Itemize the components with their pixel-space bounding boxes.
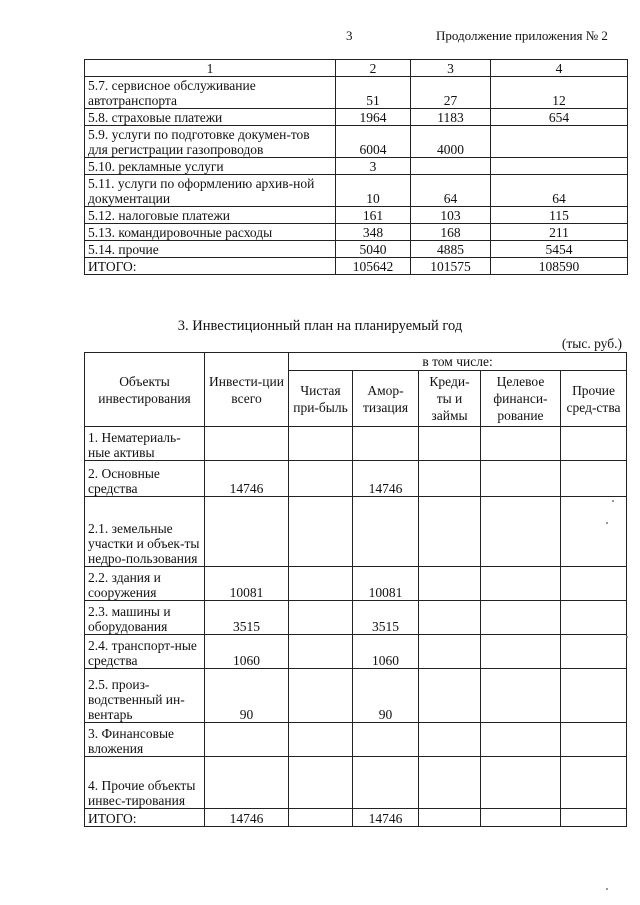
cell-value: 1183 <box>411 109 491 126</box>
cell-value: 5454 <box>491 241 628 258</box>
cell-value <box>481 723 561 757</box>
scan-speck <box>606 522 608 524</box>
header-other: Прочие сред-ства <box>561 371 627 427</box>
cell-value: 3515 <box>353 601 419 635</box>
total-row <box>85 809 627 827</box>
cell-value <box>289 635 353 669</box>
cell-value: 27 <box>411 77 491 109</box>
cell-value <box>419 669 481 723</box>
section-title: 3. Инвестиционный план на планируемый год <box>177 318 463 334</box>
header-total: Инвести-ции всего <box>205 353 289 427</box>
cell-value: 4885 <box>411 241 491 258</box>
table-row <box>85 757 627 809</box>
cell-value: 64 <box>411 175 491 207</box>
cell-value <box>481 427 561 461</box>
cell-value: 14746 <box>353 461 419 497</box>
row-label: 2. Основные средства <box>85 461 205 497</box>
cell-value <box>481 669 561 723</box>
cell-value <box>561 461 627 497</box>
cell-value: 10 <box>336 175 411 207</box>
col-number: 1 <box>85 60 336 77</box>
cell-value <box>289 669 353 723</box>
cell-value <box>289 601 353 635</box>
row-label: 5.7. сервисное обслуживание автотранспорта <box>85 77 336 109</box>
cell-value <box>419 723 481 757</box>
cell-value: 1060 <box>205 635 289 669</box>
table-row <box>85 427 627 461</box>
table-row <box>85 567 627 601</box>
table-row <box>85 601 627 635</box>
cell-value <box>289 461 353 497</box>
cell-value: 108590 <box>491 258 628 275</box>
cell-value <box>491 158 628 175</box>
col-number: 3 <box>411 60 491 77</box>
row-label: 5.9. услуги по подготовке докумен-тов для регистрации газопроводов <box>85 126 336 158</box>
cell-value <box>561 497 627 567</box>
cell-value <box>289 497 353 567</box>
total-row <box>85 258 628 275</box>
row-label: 5.8. страховые платежи <box>85 109 336 126</box>
table-row <box>85 723 627 757</box>
cell-value: 14746 <box>205 461 289 497</box>
scan-speck <box>626 636 628 638</box>
cell-value <box>561 427 627 461</box>
cell-value: 211 <box>491 224 628 241</box>
cell-value: 4000 <box>411 126 491 158</box>
table-row <box>85 126 628 158</box>
row-label: 3. Финансовые вложения <box>85 723 205 757</box>
cell-value: 51 <box>336 77 411 109</box>
cell-value <box>411 158 491 175</box>
cell-value <box>481 809 561 827</box>
cell-value: 10081 <box>353 567 419 601</box>
header-row <box>85 353 627 371</box>
table-row <box>85 77 628 109</box>
cell-value <box>481 567 561 601</box>
row-label: 2.5. произ-водственный ин-вентарь <box>85 669 205 723</box>
table-row <box>85 635 627 669</box>
row-label: 5.12. налоговые платежи <box>85 207 336 224</box>
header-net-profit: Чистая при-быль <box>289 371 353 427</box>
table-row <box>85 669 627 723</box>
investment-table <box>84 352 627 827</box>
cell-value <box>481 635 561 669</box>
cell-value <box>205 757 289 809</box>
cell-value <box>289 427 353 461</box>
header-targeted: Целевое финанси-рование <box>481 371 561 427</box>
cell-value <box>419 601 481 635</box>
cell-value <box>205 723 289 757</box>
row-label: 2.1. земельные участки и объек-ты недро-пользования <box>85 497 205 567</box>
cell-value: 1060 <box>353 635 419 669</box>
cell-value: 103 <box>411 207 491 224</box>
row-label: 2.2. здания и сооружения <box>85 567 205 601</box>
cell-value: 12 <box>491 77 628 109</box>
row-label: ИТОГО: <box>85 258 336 275</box>
scan-speck <box>612 500 614 502</box>
table-row <box>85 207 628 224</box>
cell-value: 168 <box>411 224 491 241</box>
cell-value <box>561 567 627 601</box>
cell-value <box>561 809 627 827</box>
row-label: ИТОГО: <box>85 809 205 827</box>
table-row <box>85 175 628 207</box>
cell-value <box>561 757 627 809</box>
cell-value: 10081 <box>205 567 289 601</box>
header-including: в том числе: <box>289 353 627 371</box>
units-label: (тыс. руб.) <box>561 336 622 351</box>
cell-value <box>561 635 627 669</box>
cell-value <box>419 809 481 827</box>
cell-value <box>561 669 627 723</box>
cell-value <box>419 461 481 497</box>
cell-value <box>481 497 561 567</box>
cell-value <box>205 427 289 461</box>
row-label: 2.3. машины и оборудования <box>85 601 205 635</box>
cell-value <box>561 723 627 757</box>
cell-value <box>289 809 353 827</box>
table-row <box>85 241 628 258</box>
cell-value: 5040 <box>336 241 411 258</box>
cell-value <box>419 567 481 601</box>
cell-value <box>419 427 481 461</box>
row-label: 5.14. прочие <box>85 241 336 258</box>
page-number: 3 <box>346 28 353 43</box>
row-label: 5.11. услуги по оформлению архив-ной документации <box>85 175 336 207</box>
cell-value: 115 <box>491 207 628 224</box>
cell-value <box>353 497 419 567</box>
table-row <box>85 158 628 175</box>
cell-value: 1964 <box>336 109 411 126</box>
cell-value <box>353 427 419 461</box>
cell-value <box>481 757 561 809</box>
row-label: 5.13. командировочные расходы <box>85 224 336 241</box>
cell-value <box>289 757 353 809</box>
row-label: 4. Прочие объекты инвес-тирования <box>85 757 205 809</box>
col-number: 4 <box>491 60 628 77</box>
cell-value: 90 <box>205 669 289 723</box>
cell-value <box>419 635 481 669</box>
header-objects: Объекты инвестирования <box>85 353 205 427</box>
cell-value <box>419 757 481 809</box>
cell-value <box>491 126 628 158</box>
cell-value: 14746 <box>205 809 289 827</box>
cell-value <box>561 601 627 635</box>
cell-value: 14746 <box>353 809 419 827</box>
cell-value: 161 <box>336 207 411 224</box>
cell-value <box>481 461 561 497</box>
cell-value: 6004 <box>336 126 411 158</box>
cell-value: 348 <box>336 224 411 241</box>
table-row <box>85 461 627 497</box>
col-number: 2 <box>336 60 411 77</box>
cell-value: 654 <box>491 109 628 126</box>
cell-value <box>481 601 561 635</box>
cell-value: 90 <box>353 669 419 723</box>
cell-value: 105642 <box>336 258 411 275</box>
table-row <box>85 224 628 241</box>
cell-value <box>205 497 289 567</box>
cell-value <box>353 757 419 809</box>
cell-value <box>353 723 419 757</box>
cell-value <box>289 567 353 601</box>
cell-value: 3515 <box>205 601 289 635</box>
table-row <box>85 497 627 567</box>
cell-value: 3 <box>336 158 411 175</box>
expenses-table <box>84 59 628 275</box>
table-row <box>85 109 628 126</box>
header-credits: Креди-ты и займы <box>419 371 481 427</box>
row-label: 1. Нематериаль-ные активы <box>85 427 205 461</box>
column-numbers-row <box>85 60 628 77</box>
cell-value: 64 <box>491 175 628 207</box>
continuation-note: Продолжение приложения № 2 <box>436 28 608 43</box>
scan-speck <box>606 888 608 890</box>
row-label: 5.10. рекламные услуги <box>85 158 336 175</box>
cell-value: 101575 <box>411 258 491 275</box>
header-amortization: Амор-тизация <box>353 371 419 427</box>
cell-value <box>289 723 353 757</box>
cell-value <box>419 497 481 567</box>
row-label: 2.4. транспорт-ные средства <box>85 635 205 669</box>
